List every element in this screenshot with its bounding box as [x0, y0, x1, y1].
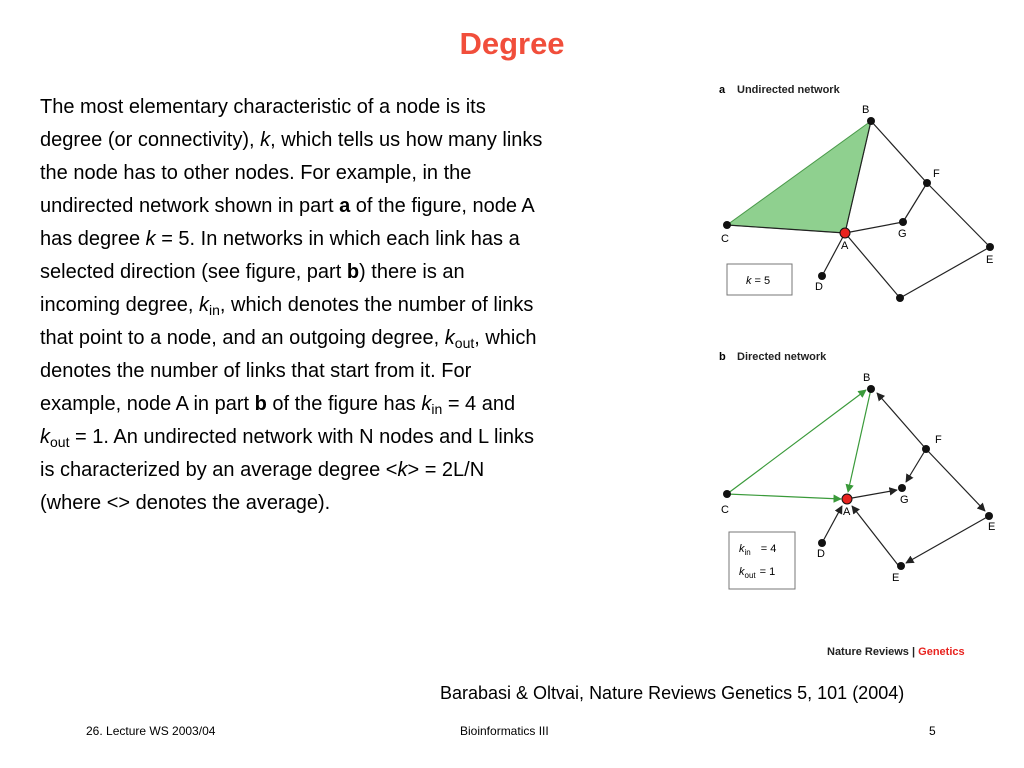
arrow-f-g: [906, 449, 926, 482]
panel-b: [719, 351, 995, 589]
panel-b-letter: b: [719, 351, 726, 363]
node-b-e-lower: [897, 562, 905, 570]
body-paragraph: The most elementary characteristic of a node is its degree (or connectivity), k, which tells us how many links the node has to other nodes. For example, in the undirected network shown in part a of the figure, node A has degree k = 5. In networks in which each link has a selected direction (see figure, part b) there is an incoming degree, $k_{in}$, which denotes the number of links that point to a node, and an outgoing degree, $k_{out}$, which denotes the number of links that start from it. For example, node A in part b of the figure has $k_{in} = 4$ and $k_{out} = 1$. An undirected network with N nodes and L links is characterized by an average degree <k> = 2L/N (where <> denotes the average).: [40, 96, 543, 514]
citation: Barabasi & Oltvai, Nature Reviews Genetics 5, 101 (2004): [440, 683, 905, 703]
label-b: B: [862, 104, 870, 116]
node-b: [867, 117, 875, 125]
label-b-e-lower: E: [892, 572, 900, 584]
label-b-e: E: [988, 521, 996, 533]
label-b-b: B: [863, 372, 871, 384]
label-b-a: A: [843, 506, 851, 518]
node-e: [986, 243, 994, 251]
degree-box-a-text: k = 5: [746, 275, 771, 287]
label-b-g: G: [900, 494, 909, 506]
degree-box-b-in: $k_{in} = 4$: [739, 543, 777, 557]
edge-f-e: [927, 183, 990, 247]
node-b-a-highlighted: [842, 494, 852, 504]
label-c: C: [721, 233, 729, 245]
node-a-highlighted: [840, 228, 850, 238]
label-f: F: [933, 168, 940, 180]
slide-title: Degree: [459, 26, 565, 61]
node-b-f: [922, 445, 930, 453]
panel-a: [719, 84, 994, 302]
panel-a-title: Undirected network: [737, 84, 840, 96]
edge-b-f: [871, 121, 927, 183]
footer-course: Bioinformatics III: [460, 724, 549, 738]
degree-box-b-out: $k_{out} = 1$: [739, 566, 776, 580]
arrow-c-b: [727, 390, 866, 494]
node-e-lower: [896, 294, 904, 302]
degree-box-b: [729, 532, 795, 589]
edge-a-g: [845, 222, 903, 233]
panel-a-letter: a: [719, 84, 726, 96]
panel-b-title: Directed network: [737, 351, 827, 363]
arrow-a-g: [852, 490, 897, 498]
node-b-e: [985, 512, 993, 520]
node-b-d: [818, 539, 826, 547]
arrow-e-e: [906, 516, 989, 563]
footer-lecture: 26. Lecture WS 2003/04: [86, 724, 216, 738]
node-d: [818, 272, 826, 280]
arrow-f-b: [877, 393, 926, 449]
node-g: [899, 218, 907, 226]
label-g: G: [898, 228, 907, 240]
label-b-c: C: [721, 504, 729, 516]
arrow-c-a: [727, 494, 841, 499]
arrow-d-a: [822, 506, 842, 543]
figure-credit: Nature Reviews | Genetics: [827, 646, 965, 658]
edge-f-g: [903, 183, 927, 222]
label-b-d: D: [817, 548, 825, 560]
edge-e-e: [900, 247, 990, 298]
label-b-f: F: [935, 434, 942, 446]
node-f: [923, 179, 931, 187]
node-b-g: [898, 484, 906, 492]
edge-a-e: [845, 233, 900, 298]
label-d: D: [815, 281, 823, 293]
label-e: E: [986, 254, 994, 266]
node-b-c: [723, 490, 731, 498]
label-a: A: [841, 240, 849, 252]
arrow-e-a: [852, 506, 898, 565]
node-b-b: [867, 385, 875, 393]
arrow-b-a: [848, 389, 871, 492]
page-number: 5: [929, 724, 936, 738]
arrow-f-e: [926, 449, 985, 511]
node-c: [723, 221, 731, 229]
